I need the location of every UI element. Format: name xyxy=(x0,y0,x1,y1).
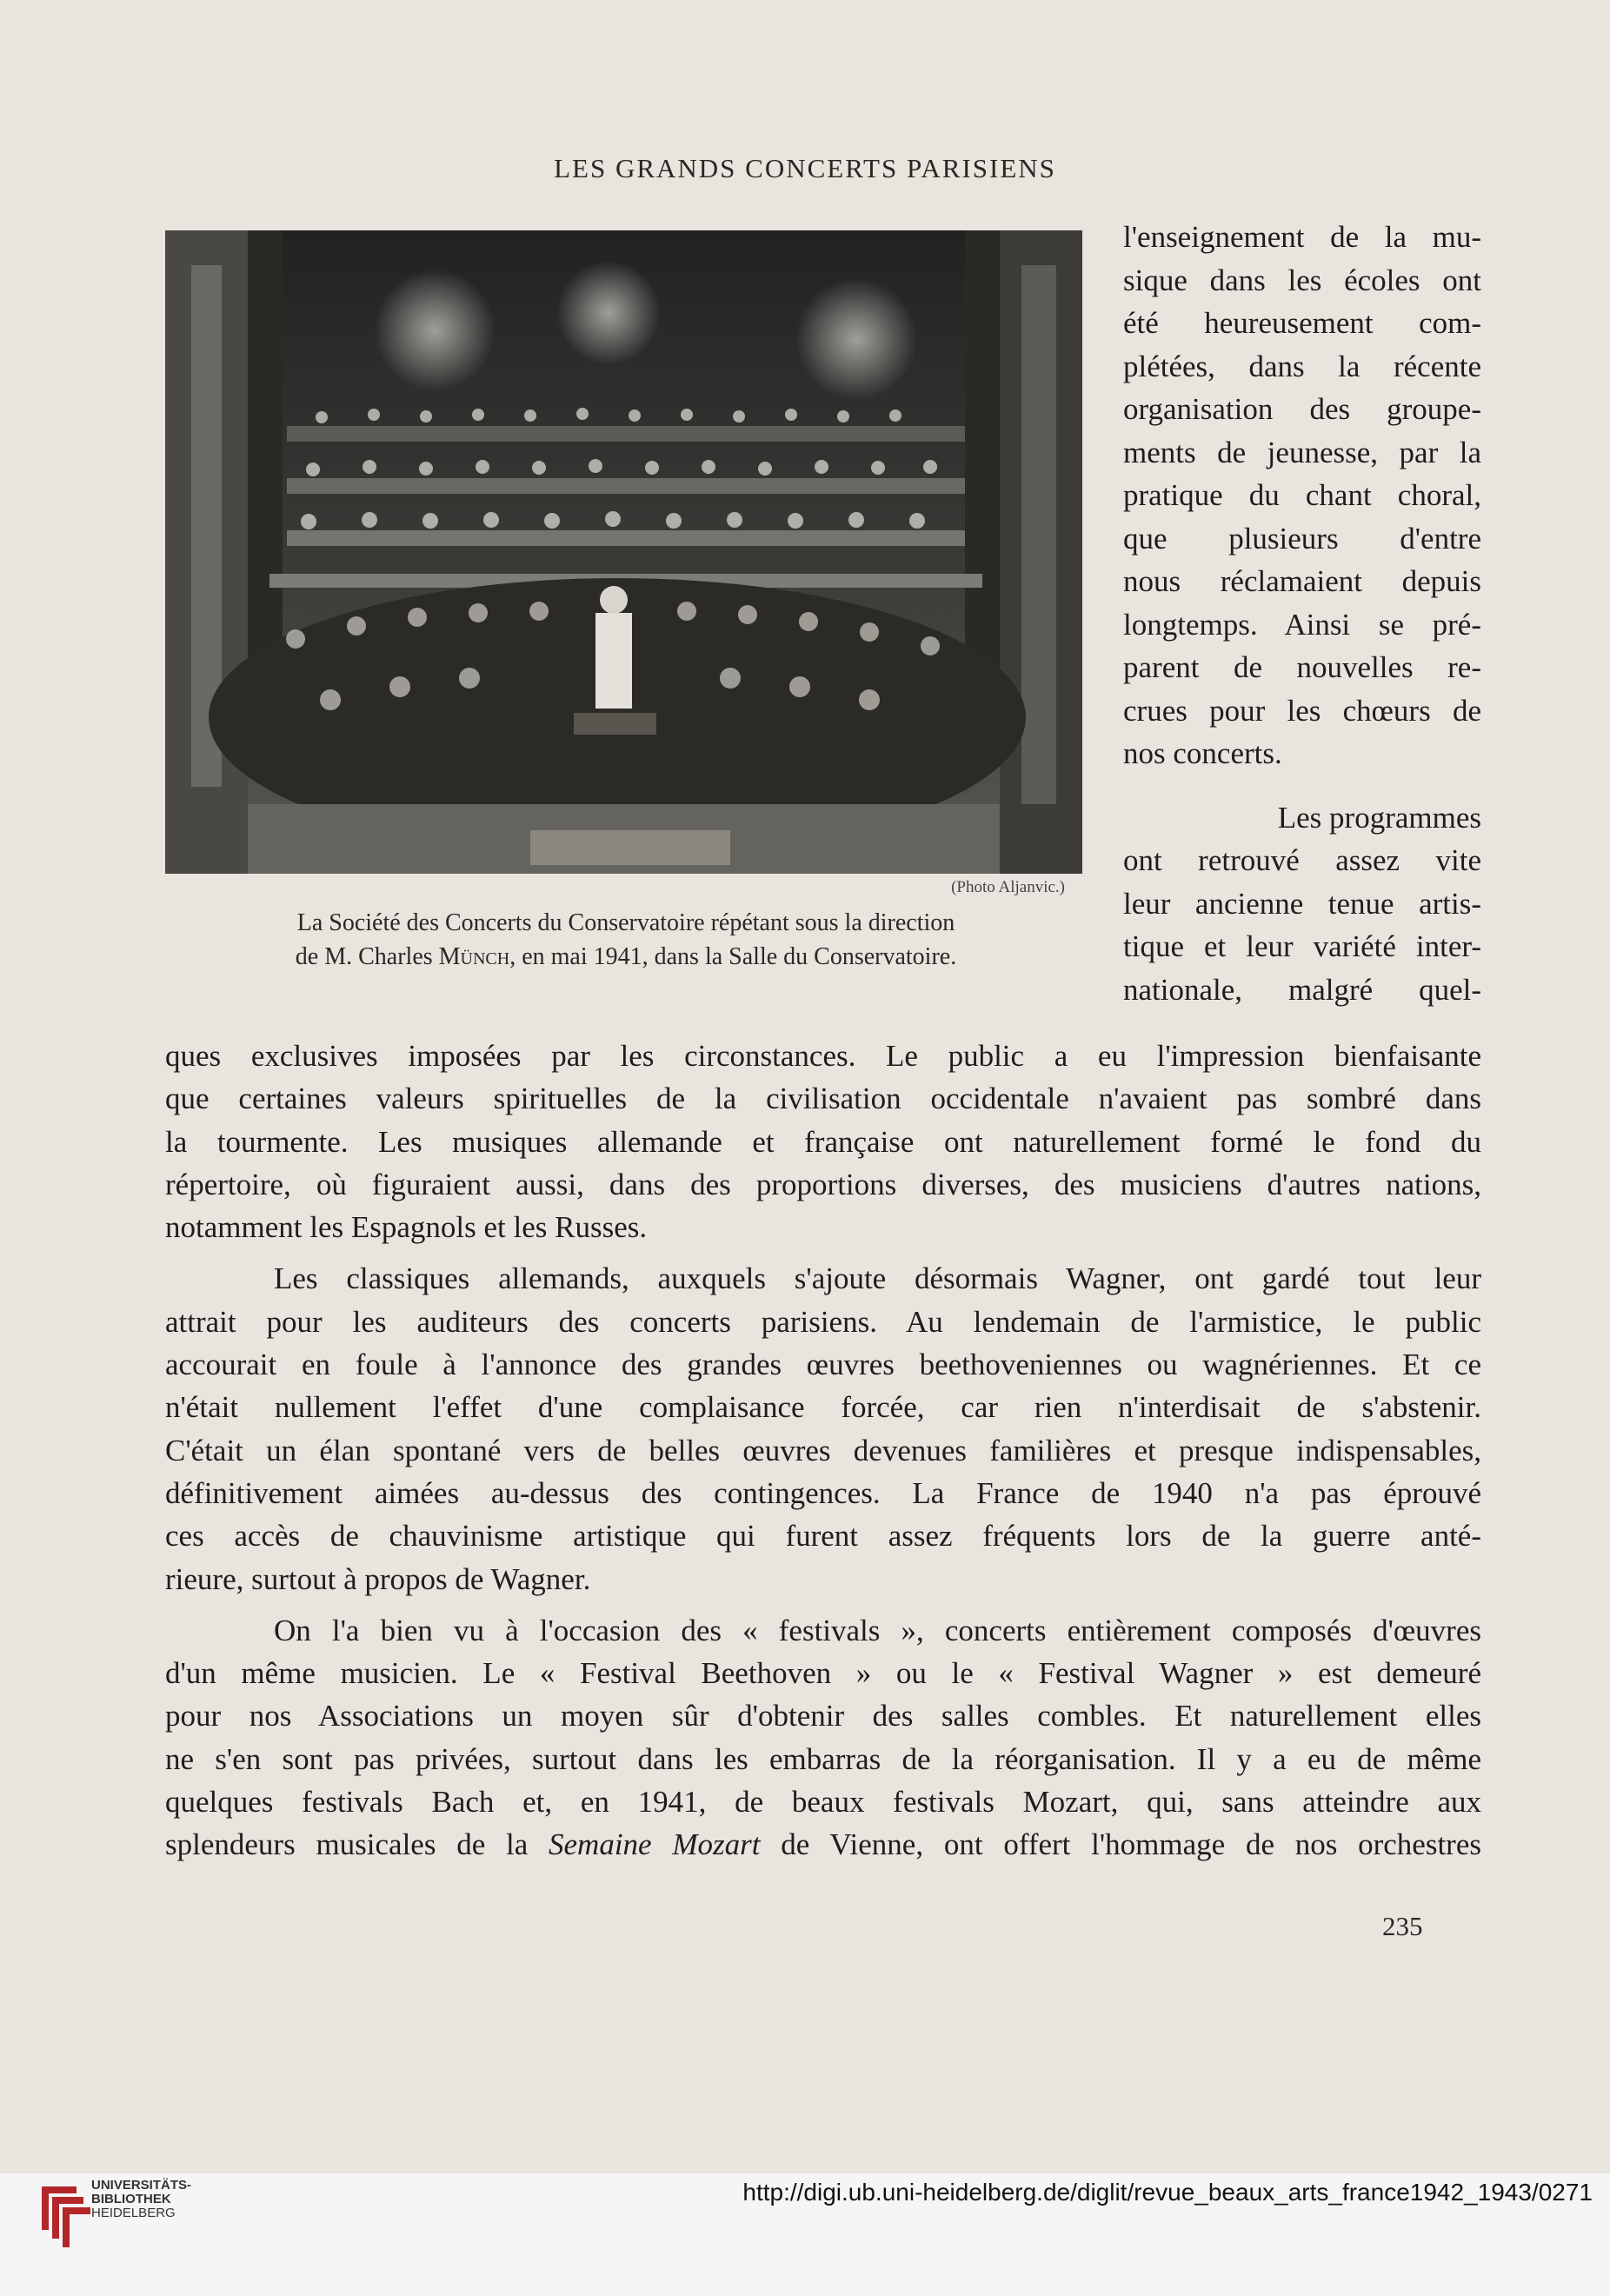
text-line: nationale, malgré quel- xyxy=(1123,972,1481,1007)
text-line: On l'a bien vu à l'occasion des « festivals », concerts entièrement composés d'œuvres xyxy=(274,1613,1481,1647)
text-run: splendeurs musicales de la xyxy=(165,1827,549,1862)
paragraph-gap xyxy=(1123,775,1481,796)
library-name xyxy=(91,2179,191,2220)
text-line: Les classiques allemands, auxquels s'ajoute désormais Wagner, ont gardé tout leur xyxy=(274,1261,1481,1296)
paragraph-gap xyxy=(165,1601,1481,1609)
text-line: parent de nouvelles re- xyxy=(1123,650,1481,684)
page-number: 235 xyxy=(1382,1911,1423,1941)
text-line: pour nos Associations un moyen sûr d'obtenir des salles combles. Et naturellement elles xyxy=(165,1699,1481,1734)
text-line: d'un même musicien. Le « Festival Beethoven » ou le « Festival Wagner » est demeuré xyxy=(165,1656,1481,1691)
text-line: ont retrouvé assez vite xyxy=(1123,843,1481,877)
text-line: crues pour les chœurs de xyxy=(1123,693,1481,728)
caption-text: , en mai 1941, dans la Salle du Conservatoire. xyxy=(509,943,957,970)
caption-name: Münch xyxy=(438,943,510,970)
text-line: définitivement aimées au-dessus des contingences. La France de 1940 n'a pas éprouvé xyxy=(165,1475,1481,1510)
figure xyxy=(165,230,1082,896)
orchestra-photo xyxy=(165,230,1082,874)
text-line: Les programmes xyxy=(1277,800,1481,835)
text-line: nos concerts. xyxy=(1123,736,1282,770)
text-line: quelques festivals Bach et, en 1941, de beaux festivals Mozart, qui, sans atteindre aux xyxy=(165,1785,1481,1820)
text-line: organisation des groupe- xyxy=(1123,392,1481,426)
text-line: nous réclamaient depuis xyxy=(1123,564,1481,598)
text-line: leur ancienne tenue artis- xyxy=(1123,886,1481,921)
text-run: de Vienne, ont offert l'hommage de nos orchestres xyxy=(760,1827,1481,1862)
source-url[interactable]: http://digi.ub.uni-heidelberg.de/diglit/revue_beaux_arts_france1942_1943/0271 xyxy=(742,2179,1593,2206)
text-line: ces accès de chauvinisme artistique qui furent assez fréquents lors de la guerre anté- xyxy=(165,1519,1481,1554)
running-header: LES GRANDS CONCERTS PARISIENS xyxy=(554,153,1056,183)
library-logo-icon xyxy=(35,2178,96,2249)
photo-credit: (Photo Aljanvic.) xyxy=(951,878,1065,896)
side-column xyxy=(1123,216,1481,1011)
text-line: notamment les Espagnols et les Russes. xyxy=(165,1210,648,1245)
body-text xyxy=(165,1035,1481,1867)
caption-line xyxy=(165,940,1087,974)
italic-title: Semaine Mozart xyxy=(549,1827,761,1862)
text-line xyxy=(165,1823,1481,1866)
text-line: rieure, surtout à propos de Wagner. xyxy=(165,1561,591,1596)
text-line: attrait pour les auditeurs des concerts parisiens. Au lendemain de l'armistice, le public xyxy=(165,1304,1481,1339)
text-line: pratique du chant choral, xyxy=(1123,478,1481,512)
text-line: la tourmente. Les musiques allemande et française ont naturellement formé le fond du xyxy=(165,1124,1481,1159)
text-line: répertoire, où figuraient aussi, dans des proportions diverses, des musiciens d'autres nations, xyxy=(165,1167,1481,1201)
text-line: sique dans les écoles ont xyxy=(1123,263,1481,297)
caption-text: de M. Charles xyxy=(295,943,439,970)
text-line: C'était un élan spontané vers de belles œuvres devenues familières et presque indispensables, xyxy=(165,1433,1481,1467)
text-line: ne s'en sont pas privées, surtout dans les embarras de la réorganisation. Il y a eu de même xyxy=(165,1741,1481,1776)
library-name-line: HEIDELBERG xyxy=(91,2206,176,2220)
text-line: tique et leur variété inter- xyxy=(1123,929,1481,963)
text-line: été heureusement com- xyxy=(1123,306,1481,340)
figure-caption xyxy=(165,906,1087,974)
orchestra-photo-graphic xyxy=(165,230,1082,874)
text-line: que certaines valeurs spirituelles de la civilisation occidentale n'avaient pas sombré dans xyxy=(165,1081,1481,1116)
text-line: l'enseignement de la mu- xyxy=(1123,220,1481,254)
caption-line: La Société des Concerts du Conservatoire répétant sous la direction xyxy=(296,909,955,936)
text-line: longtemps. Ainsi se pré- xyxy=(1123,607,1481,642)
library-name-line: BIBLIOTHEK xyxy=(91,2192,171,2206)
text-line: n'était nullement l'effet d'une complaisance forcée, car rien n'interdisait de s'abstenir. xyxy=(165,1390,1481,1425)
text-line: accourait en foule à l'annonce des grandes œuvres beethoveniennes ou wagnériennes. Et ce xyxy=(165,1348,1481,1382)
text-line: plétées, dans la récente xyxy=(1123,349,1481,383)
text-line: que plusieurs d'entre xyxy=(1123,521,1481,556)
library-name-line: UNIVERSITÄTS- xyxy=(91,2178,192,2193)
text-line: ques exclusives imposées par les circonstances. Le public a eu l'impression bienfaisante xyxy=(165,1039,1481,1073)
text-line: ments de jeunesse, par la xyxy=(1123,435,1481,469)
paragraph-gap xyxy=(165,1248,1481,1257)
